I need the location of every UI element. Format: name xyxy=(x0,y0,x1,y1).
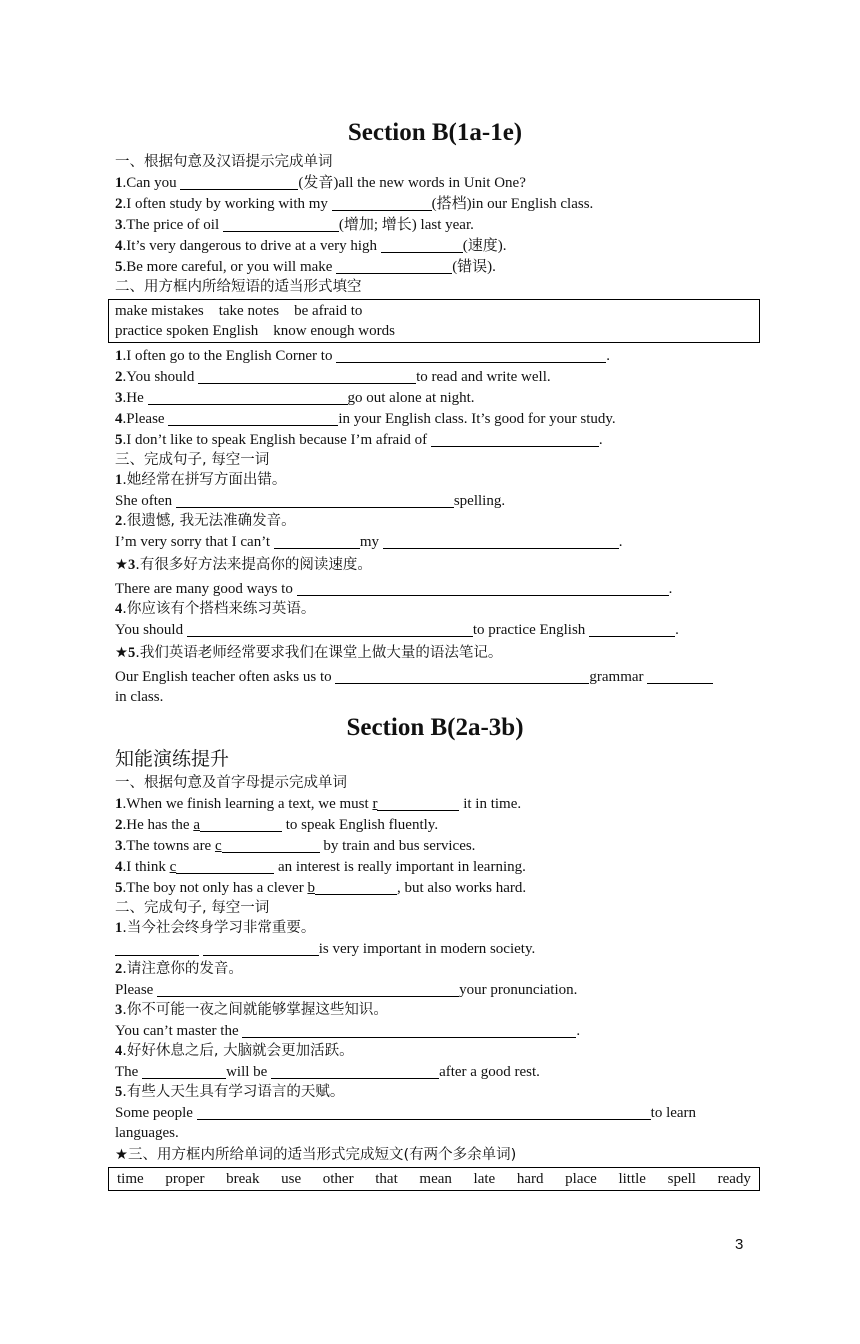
word-box xyxy=(108,1167,760,1191)
answer-line: You should to practice English . xyxy=(115,622,679,638)
blank-line xyxy=(222,838,320,853)
word-item: hard xyxy=(516,1171,544,1187)
chinese-prompt: 2.很遗憾, 我无法准确发音。 xyxy=(115,513,296,529)
blank-line xyxy=(377,796,459,811)
blank-line xyxy=(381,238,463,253)
phrase-box-line: practice spoken English know enough words xyxy=(115,323,395,339)
blank-line xyxy=(157,982,459,997)
answer-line-continued: in class. xyxy=(115,689,164,705)
blank-line xyxy=(315,880,397,895)
word-item: break xyxy=(226,1171,260,1187)
star-icon: ★ xyxy=(115,557,128,573)
chinese-prompt: 3.你不可能一夜之间就能够掌握这些知识。 xyxy=(115,1002,388,1018)
word-item: little xyxy=(618,1171,646,1187)
answer-line: is very important in modern society. xyxy=(115,938,755,959)
blank-line xyxy=(336,348,606,363)
word-item: spell xyxy=(667,1171,696,1187)
exercise-heading: 三、完成句子, 每空一词 xyxy=(115,452,270,468)
blank-line xyxy=(335,669,589,684)
blank-line xyxy=(148,390,348,405)
blank-line xyxy=(187,622,473,637)
blank-line xyxy=(198,369,416,384)
answer-line: She often spelling. xyxy=(115,493,506,509)
blank-line xyxy=(197,1105,651,1120)
answer-line: The will be after a good rest. xyxy=(115,1064,540,1080)
chinese-prompt: 1.当今社会终身学习非常重要。 xyxy=(115,920,316,936)
blank-line xyxy=(271,1064,439,1079)
question-line: 5.I don’t like to speak English because I’m afraid of . xyxy=(115,432,603,448)
answer-line-continued: languages. xyxy=(115,1125,179,1141)
word-item: mean xyxy=(419,1171,452,1187)
star-icon: ★ xyxy=(115,645,128,661)
chinese-prompt: 1.她经常在拼写方面出错。 xyxy=(115,472,287,488)
exercise-heading: 二、完成句子, 每空一词 xyxy=(115,900,270,916)
answer-line: There are many good ways to . xyxy=(115,581,673,597)
chinese-prompt: 5.有些人天生具有学习语言的天赋。 xyxy=(115,1084,345,1100)
answer-line: I’m very sorry that I can’t my . xyxy=(115,534,623,550)
question-line: 3.He go out alone at night. xyxy=(115,390,475,406)
exercise-heading: 一、根据句意及首字母提示完成单词 xyxy=(115,775,347,791)
blank-line xyxy=(336,259,452,274)
blank-line xyxy=(589,622,675,637)
question-line: 2.I often study by working with my (搭档)in our English class. xyxy=(115,196,594,212)
question-line: 1.When we finish learning a text, we must r it in time. xyxy=(115,796,522,812)
chinese-prompt: 4.你应该有个搭档来练习英语。 xyxy=(115,601,316,617)
blank-line xyxy=(274,534,360,549)
answer-line: Our English teacher often asks us to grammar xyxy=(115,666,755,687)
section-subtitle: 知能演练提升 xyxy=(115,748,230,770)
answer-line: Some people to learn xyxy=(115,1105,697,1121)
word-item: place xyxy=(565,1171,597,1187)
chinese-prompt: ★3.有很多好方法来提高你的阅读速度。 xyxy=(115,557,372,573)
question-line: 5.The boy not only has a clever b , but also works hard. xyxy=(115,880,527,896)
question-line: 4.I think c an interest is really important in learning. xyxy=(115,859,526,875)
star-icon: ★ xyxy=(115,1147,128,1163)
exercise-heading: 一、根据句意及汉语提示完成单词 xyxy=(115,154,333,170)
phrase-box xyxy=(108,299,760,343)
blank-line xyxy=(242,1023,576,1038)
blank-line xyxy=(383,534,619,549)
question-line: 2.He has the a to speak English fluently. xyxy=(115,817,439,833)
blank-line xyxy=(431,432,599,447)
question-line: 1.Can you (发音)all the new words in Unit One? xyxy=(115,175,526,191)
answer-line: You can’t master the . xyxy=(115,1023,581,1039)
blank-line xyxy=(176,859,274,874)
blank-line xyxy=(176,493,454,508)
phrase-box-line: make mistakes take notes be afraid to xyxy=(115,303,363,319)
blank-line xyxy=(297,581,669,596)
page-number: 3 xyxy=(735,1236,744,1253)
blank-line xyxy=(115,941,199,956)
word-item: proper xyxy=(165,1171,205,1187)
blank-line xyxy=(203,941,319,956)
blank-line xyxy=(168,411,338,426)
chinese-prompt: 2.请注意你的发音。 xyxy=(115,961,243,977)
blank-line xyxy=(332,196,432,211)
worksheet-page xyxy=(115,118,755,1193)
question-line: 3.The price of oil (增加; 增长) last year. xyxy=(115,217,474,233)
word-item: late xyxy=(473,1171,496,1187)
blank-line xyxy=(647,669,713,684)
word-item: ready xyxy=(717,1171,751,1187)
word-item: time xyxy=(117,1171,144,1187)
question-line: 2.You should to read and write well. xyxy=(115,369,551,385)
word-item: that xyxy=(375,1171,398,1187)
section-title: Section B(2a-3b) xyxy=(346,714,524,741)
section-title: Section B(1a-1e) xyxy=(347,119,523,146)
question-line: 5.Be more careful, or you will make (错误). xyxy=(115,259,496,275)
question-line: 1.I often go to the English Corner to . xyxy=(115,348,610,364)
blank-line xyxy=(200,817,282,832)
blank-line xyxy=(142,1064,226,1079)
word-item: other xyxy=(322,1171,354,1187)
word-item: use xyxy=(281,1171,302,1187)
blank-line xyxy=(180,175,298,190)
answer-line: Please your pronunciation. xyxy=(115,982,578,998)
blank-line xyxy=(223,217,339,232)
exercise-heading: 二、用方框内所给短语的适当形式填空 xyxy=(115,279,362,295)
question-line: 3.The towns are c by train and bus services. xyxy=(115,838,476,854)
chinese-prompt: 4.好好休息之后, 大脑就会更加活跃。 xyxy=(115,1043,354,1059)
exercise-heading: ★三、用方框内所给单词的适当形式完成短文(有两个多余单词) xyxy=(115,1147,517,1163)
chinese-prompt: ★5.我们英语老师经常要求我们在课堂上做大量的语法笔记。 xyxy=(115,645,503,661)
question-line: 4.Please in your English class. It’s good for your study. xyxy=(115,411,616,427)
question-line: 4.It’s very dangerous to drive at a very high (速度). xyxy=(115,238,507,254)
